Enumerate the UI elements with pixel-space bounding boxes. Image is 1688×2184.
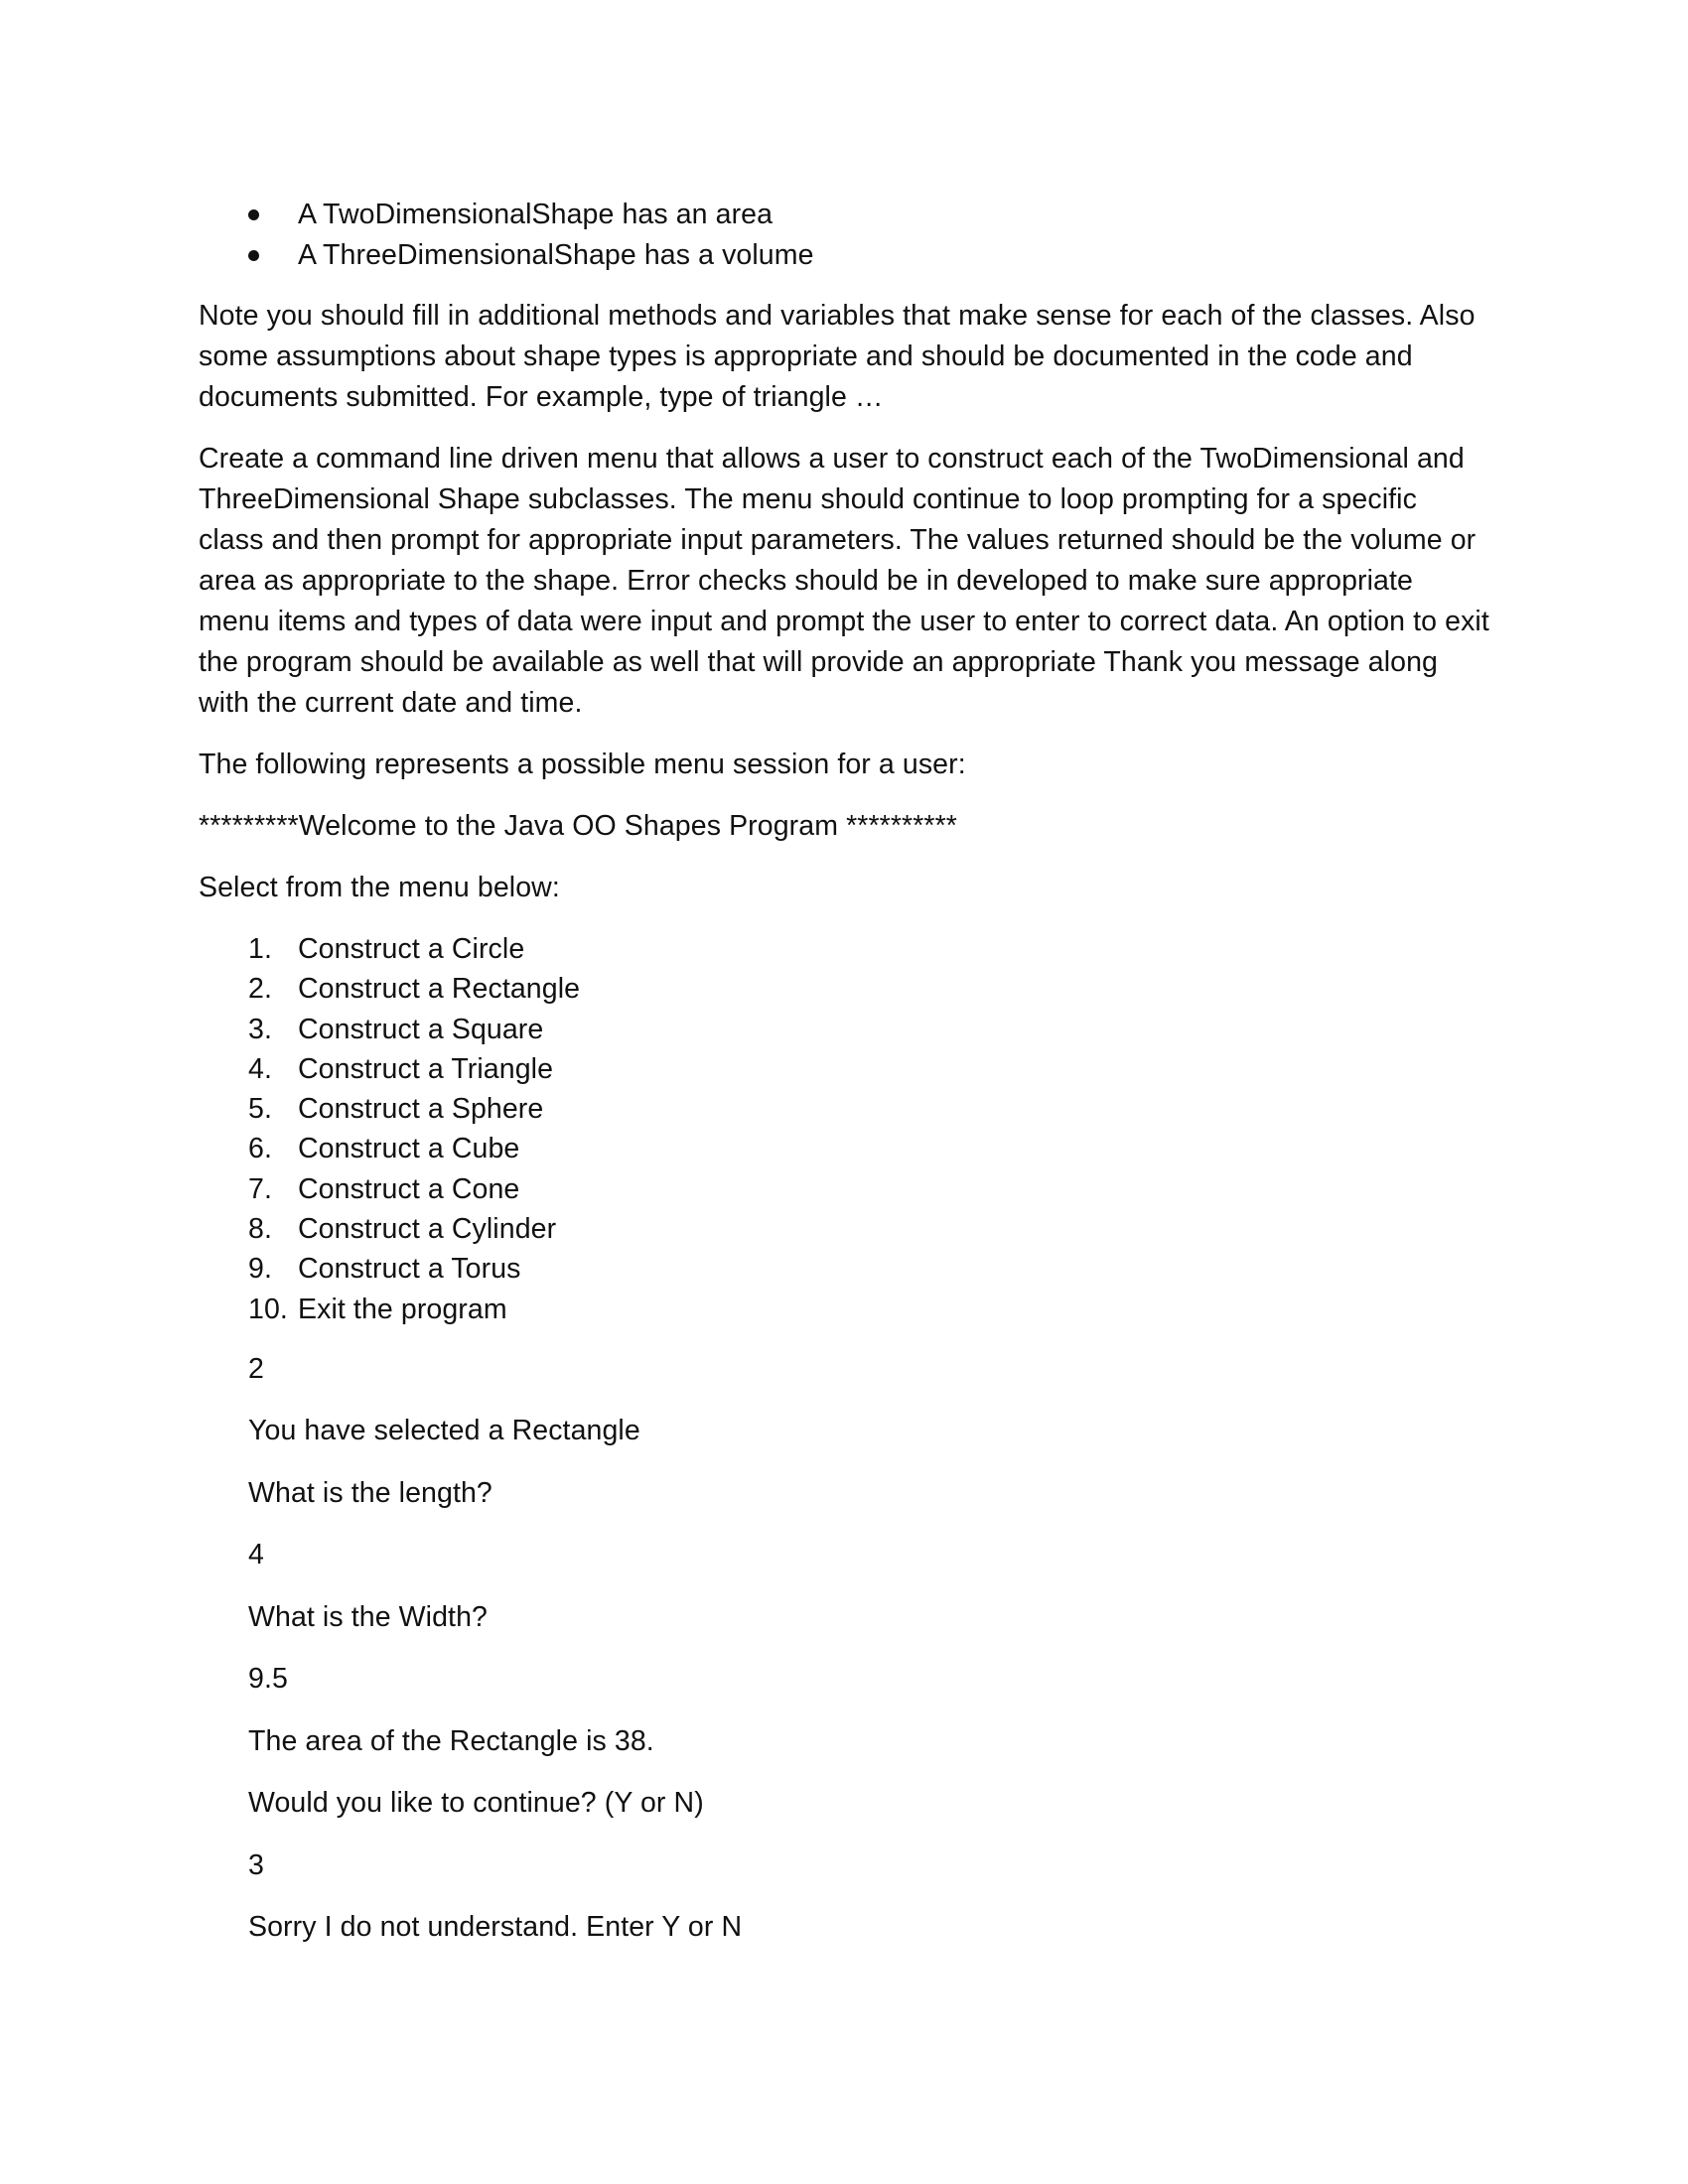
menu-item-number: 5.	[248, 1093, 272, 1126]
session-line: What is the Width?	[248, 1600, 488, 1633]
menu-item	[199, 1249, 1489, 1289]
note-paragraph: Note you should fill in additional methods and variables that make sense for each of the classes. Also some assumptions about shape types is appropriate and should be documented in the code and documents submitted. For example, type of triangle …	[199, 300, 1476, 413]
menu-item-label: Construct a Rectangle	[298, 973, 581, 1006]
menu-item	[199, 1089, 1489, 1129]
document-body	[199, 195, 1489, 1970]
menu-item-number: 1.	[248, 933, 272, 965]
bullet-text: A ThreeDimensionalShape has a volume	[298, 239, 814, 271]
bullet-dot-icon	[248, 250, 259, 261]
menu-item	[199, 1169, 1489, 1209]
session-line: Would you like to continue? (Y or N)	[248, 1787, 704, 1820]
bullet-item	[199, 195, 1489, 235]
menu-item-number: 9.	[248, 1253, 272, 1286]
session-line: 2	[248, 1352, 264, 1385]
sample-session	[199, 1349, 1489, 1949]
menu-item	[199, 929, 1489, 969]
menu-item-label: Construct a Torus	[298, 1253, 521, 1286]
session-line: What is the length?	[248, 1476, 492, 1509]
menu-item-label: Construct a Square	[298, 1013, 544, 1045]
menu-item	[199, 1129, 1489, 1168]
welcome-banner: *********Welcome to the Java OO Shapes Program **********	[199, 810, 957, 842]
select-prompt: Select from the menu below:	[199, 872, 560, 903]
menu-item-number: 4.	[248, 1052, 272, 1085]
bullet-dot-icon	[248, 209, 259, 220]
menu-item-label: Construct a Cube	[298, 1133, 520, 1165]
menu-item-number: 2.	[248, 973, 272, 1006]
menu-item	[199, 1209, 1489, 1249]
menu-item	[199, 1010, 1489, 1049]
shape-bullet-list	[199, 195, 1489, 276]
menu-item	[199, 1290, 1489, 1329]
menu-item-label: Construct a Cylinder	[298, 1213, 557, 1246]
menu-item-number: 7.	[248, 1172, 272, 1205]
menu-item-label: Construct a Sphere	[298, 1093, 544, 1126]
session-line: 9.5	[248, 1663, 288, 1696]
menu-item	[199, 969, 1489, 1009]
menu-item-number: 8.	[248, 1213, 272, 1246]
requirements-paragraph: Create a command line driven menu that allows a user to construct each of the TwoDimensional and ThreeDimensional Shape subclasses. The menu should continue to loop prompting for a specific class and then prompt for appropriate input parameters. The values returned should be the volume or area as appropriate to the shape. Error checks should be in developed to make sure appropriate menu items and types of data were input and prompt the user to enter to correct data. An option to exit the program should be available as well that will provide an appropriate Thank you message along with the current date and time.	[199, 443, 1489, 719]
menu-item-label: Construct a Triangle	[298, 1052, 554, 1085]
menu-item	[199, 1049, 1489, 1089]
menu-item-number: 3.	[248, 1013, 272, 1045]
session-line: You have selected a Rectangle	[248, 1415, 640, 1447]
session-line: Sorry I do not understand. Enter Y or N	[248, 1911, 743, 1944]
menu-item-number: 10.	[248, 1293, 288, 1325]
session-line: 3	[248, 1848, 264, 1881]
session-line: 4	[248, 1539, 264, 1571]
bullet-item	[199, 235, 1489, 276]
bullet-text: A TwoDimensionalShape has an area	[298, 199, 774, 230]
session-line: The area of the Rectangle is 38.	[248, 1724, 654, 1757]
menu-item-number: 6.	[248, 1133, 272, 1165]
session-intro-paragraph: The following represents a possible menu session for a user:	[199, 749, 966, 780]
shape-menu-list	[199, 929, 1489, 1329]
menu-item-label: Construct a Cone	[298, 1172, 520, 1205]
menu-item-label: Exit the program	[298, 1293, 507, 1325]
menu-item-label: Construct a Circle	[298, 933, 525, 965]
